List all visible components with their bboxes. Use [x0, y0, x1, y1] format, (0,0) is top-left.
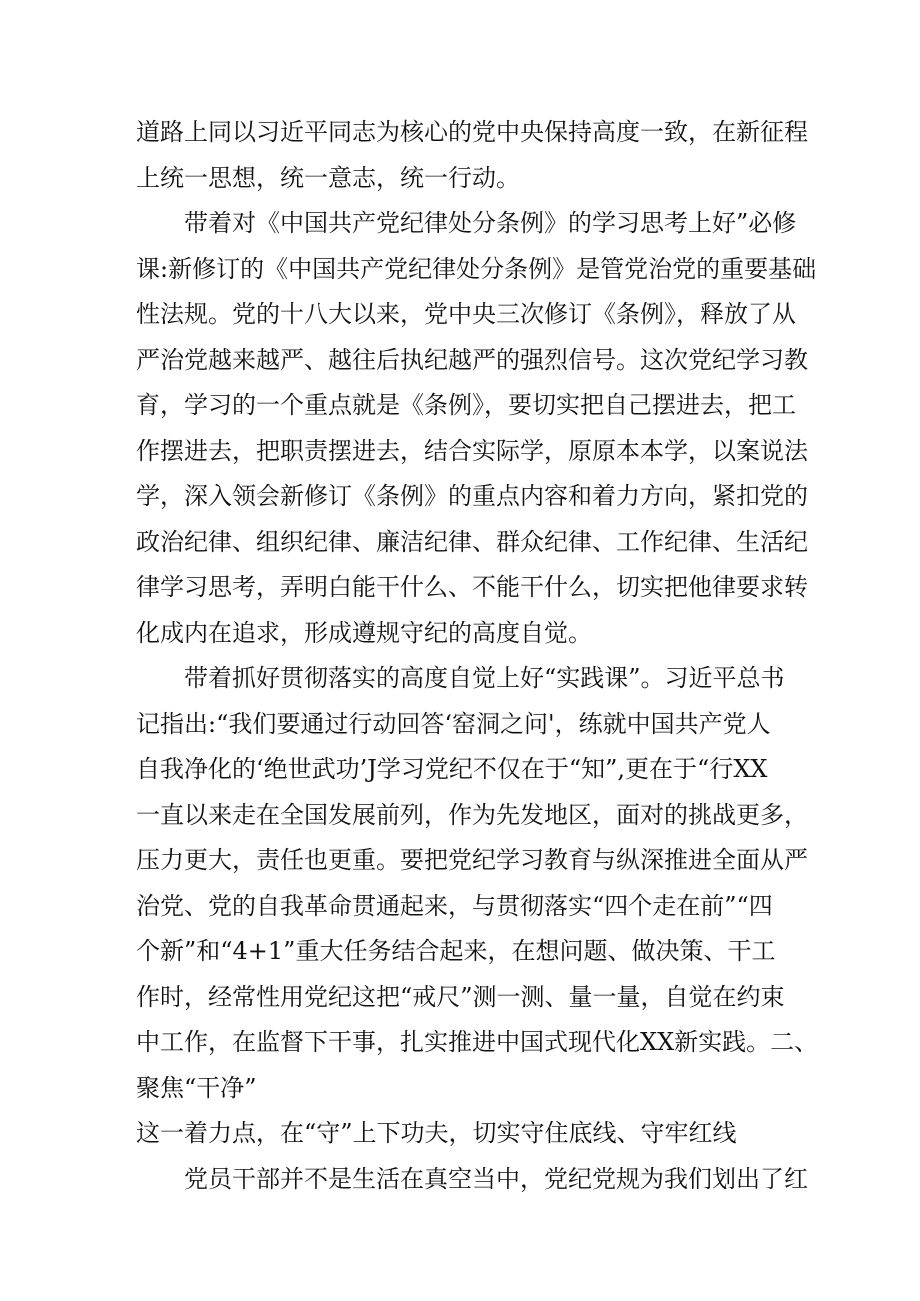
text-line: 个新”和“4+1”重大任务结合起来，在想问题、做决策、干工	[136, 937, 776, 965]
text-line: 律学习思考，弄明白能干什么、不能干什么，切实把他律要求转	[136, 573, 808, 601]
text-line: 压力更大，责任也更重。要把党纪学习教育与纵深推进全面从严	[136, 846, 808, 874]
text-line: 道路上同以习近平同志为核心的党中央保持高度一致，在新征程	[136, 118, 808, 146]
text-line: 政治纪律、组织纪律、廉洁纪律、群众纪律、工作纪律、生活纪	[136, 527, 808, 556]
text-line: 课:新修订的《中国共产党纪律处分条例》是管党治党的重要基础	[136, 254, 817, 283]
text-line: 作摆进去，把职责摆进去，结合实际学，原原本本学，以案说法	[136, 436, 808, 465]
paragraph-start-line: 带着抓好贯彻落实的高度自觉上好“实践课”。习近平总书	[184, 664, 785, 692]
text-line: 作时，经常性用党纪这把“戒尺”测一测、量一量，自觉在约束	[136, 982, 785, 1011]
text-line: 这一着力点，在“守”上下功夫，切实守住底线、守牢红线	[136, 1119, 737, 1147]
text-line: 治党、党的自我革命贯通起来，与贯彻落实“四个走在前”“四	[136, 891, 773, 920]
text-line: 性法规。党的十八大以来，党中央三次修订《条例》，释放了从	[136, 300, 796, 328]
text-line: 记指出:“我们要通过行动回答‘窑洞之问'，练就中国共产党人	[136, 709, 771, 738]
text-line: 上统一思想，统一意志，统一行动。	[136, 163, 520, 192]
text-line: 育，学习的一个重点就是《条例》，要切实把自己摆进去，把工	[136, 391, 796, 419]
paragraph-start-line: 带着对《中国共产党纪律处分条例》的学习思考上好”必修	[184, 209, 797, 237]
text-line: 严治党越来越严、越往后执纪越严的强烈信号。这次党纪学习教	[136, 345, 808, 374]
heading-line: 聚焦“干净”	[136, 1073, 257, 1102]
document-body	[136, 110, 819, 1202]
paragraph-start-line: 党员干部并不是生活在真空当中，党纪党规为我们划出了红	[184, 1164, 808, 1193]
text-line: 学，深入领会新修订《条例》的重点内容和着力方向，紧扣党的	[136, 482, 808, 510]
text-line: 一直以来走在全国发展前列，作为先发地区，面对的挑战更多，	[136, 800, 808, 829]
text-line: 中工作，在监督下干事，扎实推进中国式现代化XX新实践。二、	[136, 1028, 819, 1056]
text-line: 化成内在追求，形成遵规守纪的高度自觉。	[136, 618, 592, 647]
text-line: 自我净化的‘绝世武功’J学习党纪不仅在于“知”,更在于“行XX	[136, 755, 768, 783]
